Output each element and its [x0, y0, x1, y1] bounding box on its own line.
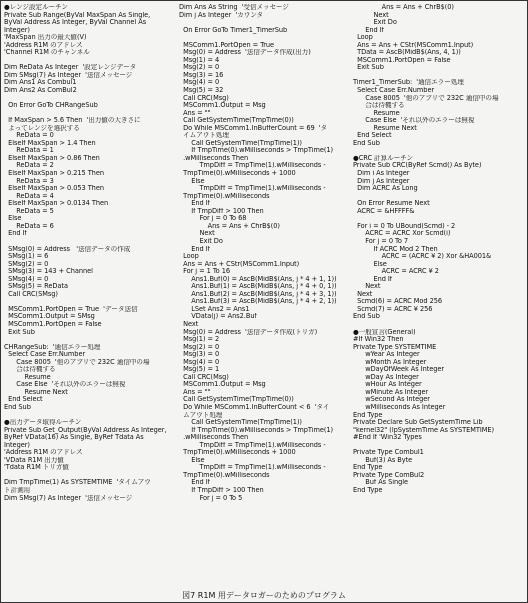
code-line: On Error GoTo Timer1_TimerSub — [179, 26, 288, 34]
code-line: Private Type Combul1 — [353, 449, 424, 457]
code-line: End Sub — [353, 139, 380, 147]
code-line: Call CRC(SMsg) — [4, 290, 58, 298]
code-line: ト計測用 — [4, 487, 31, 494]
code-line: On Error GoTo CHRangeSub — [4, 102, 98, 110]
code-line: If MaxSpan > 5.6 Then '出力値の大きさに — [4, 117, 141, 125]
code-line: ReData = 5 — [4, 207, 54, 215]
code-line: For j = 0 To 5 — [179, 494, 243, 502]
code-line: If TmpTime(0).wMilliseconds > TmpTime(1) — [179, 426, 334, 434]
code-line: For j = 0 To 7 — [353, 237, 409, 245]
listing-column-1 — [4, 4, 179, 502]
code-line: Msg(4) = 0 — [179, 79, 220, 87]
code-line: Msg(3) = 0 — [179, 351, 220, 359]
code-line: End If — [353, 26, 384, 34]
code-line: MSComm1.Output = Msg — [179, 381, 266, 389]
code-line — [4, 57, 179, 65]
code-line: TmpTime(0).wMilliseconds + 1000 — [179, 170, 296, 178]
code-line: Resume — [353, 109, 400, 117]
code-line: MSComm1.Output = SMsg — [4, 313, 95, 321]
code-line: Buf As Single — [353, 479, 409, 487]
code-line: If TmpDiff > 100 Then — [179, 487, 264, 494]
code-line: Call CRC(Msg) — [179, 373, 229, 381]
code-line: MSComm1.PortOpen = True 'データ送信 — [4, 305, 138, 313]
code-line: End If — [179, 245, 210, 253]
code-line: Msg(3) = 16 — [179, 71, 224, 79]
code-line: MSComm1.PortOpen = False — [353, 56, 451, 64]
code-line: Msg(5) = 32 — [179, 87, 224, 95]
code-line: ACRC = &HFFFF& — [353, 207, 415, 215]
code-line: MSComm1.PortOpen = False — [4, 320, 102, 328]
code-line: TmpDiff = TmpTime(1).wMilliseconds - — [179, 162, 326, 170]
code-line: Ans1.Buf(0) = AscB(MidB$(Ans, j * 4 + 1, 1)) — [179, 275, 337, 283]
code-line: Ans = Ans + ChrB$(0) — [353, 4, 454, 11]
code-line: wMinute As Integer — [353, 388, 429, 396]
code-line: 合は待機する — [4, 366, 56, 374]
code-line: ElseIf MaxSpan > 0.86 Then — [4, 154, 100, 162]
code-line: Private Sub Range(ByVal MaxSpan As Single, — [4, 11, 151, 19]
code-line: ReData = 2 — [4, 162, 54, 170]
code-line: Ans = Ans + CStr(MSComm1.Input) — [179, 260, 300, 268]
code-line: SMsg(2) = 0 — [4, 260, 49, 268]
code-line: Dim Ans As String '受信メッセージ — [179, 4, 289, 11]
code-line: Loop — [353, 34, 373, 42]
code-line: ReData = 1 — [4, 147, 54, 155]
code-line: If TmpTime(0).wMilliseconds > TmpTime(1) — [179, 147, 334, 155]
code-line: End Type — [353, 487, 383, 494]
code-line: Dim ReData As Integer '設定レンジデータ — [4, 64, 137, 72]
code-line — [4, 95, 179, 103]
code-line: On Error Resume Next — [353, 200, 430, 208]
code-line — [4, 472, 179, 480]
code-line: Case 8005 '他のアプリで 232C 通信中の場 — [4, 358, 150, 366]
code-line: Msg(4) = 0 — [179, 358, 220, 366]
code-line: ByVal Address As Integer, ByVal Channel As — [4, 19, 147, 27]
code-line: Resume Next — [4, 388, 68, 396]
code-line: Msg(5) = 1 — [179, 366, 220, 374]
figure-caption: 図7 R1M 用データロガーのためのプログラム — [182, 591, 346, 600]
code-line: Else — [179, 456, 205, 464]
code-line — [4, 238, 179, 246]
code-line: Case 8005 '他のアプリで 232C 通信中の場 — [353, 94, 499, 102]
code-line: TData = AscB(MidB$(Ans, 4, 1)) — [353, 49, 461, 57]
code-line: Dim ACRC As Long — [353, 185, 418, 193]
code-line — [4, 336, 179, 344]
code-line: 'Address R1M のアドレス — [4, 449, 83, 457]
code-line: TmpTime(0).wMilliseconds + 1000 — [179, 449, 296, 457]
code-line: SMsg(1) = 6 — [4, 253, 49, 261]
code-line: SMsg(0) = Address '送信データの作成 — [4, 245, 131, 253]
code-line: wMonth As Integer — [353, 358, 427, 366]
code-line: Scmd(7) = ACRC ¥ 256 — [353, 305, 433, 313]
code-line: Case Else 'それ以外のエラーは無視 — [353, 117, 475, 125]
code-line: #If Win32 Then — [353, 336, 404, 344]
code-line: End Select — [4, 396, 43, 404]
code-line: Call GetSystemTime(TmpTime(1)) — [179, 139, 302, 147]
code-line: ACRC = (ACRC ¥ 2) Xor &HA001& — [353, 253, 492, 261]
code-line: For j = 0 To 68 — [179, 215, 247, 223]
code-line — [179, 34, 354, 42]
code-line: Dim Ans1 As Combul1 — [4, 79, 77, 87]
code-line: Ans1.Buf(3) = AscB(MidB$(Ans, j * 4 + 2, 1)) — [179, 298, 337, 306]
code-line: Call GetSystemTime(TmpTime(0)) — [179, 117, 294, 125]
code-line: Timer1_TimerSub: '通信エラー処理 — [353, 79, 464, 87]
code-line: MSComm1.Output = Msg — [179, 102, 266, 110]
code-line: Msg(2) = 0 — [179, 64, 220, 72]
code-line: TmpTime(0).wMilliseconds — [179, 471, 270, 479]
code-line — [353, 215, 527, 223]
code-line — [353, 442, 527, 450]
code-line: Dim i As Integer — [353, 170, 410, 178]
code-line: End Sub — [353, 313, 380, 321]
code-line: Dim SMsg(7) As Integer '送信メッセージ — [4, 494, 133, 502]
code-line — [4, 412, 179, 420]
code-line: ●CRC 計算ルーチン — [353, 154, 413, 162]
code-line: Dim TmpTime(1) As SYSTEMTIME 'タイムアウ — [4, 479, 151, 487]
code-line: Dim j As Integer — [353, 177, 410, 185]
code-line: TmpTime(0).wMilliseconds — [179, 192, 270, 200]
code-line: Dim Ans2 As ComBul2 — [4, 87, 77, 95]
code-line: Private Type ComBul2 — [353, 471, 425, 479]
code-line: Ans = "" — [179, 109, 211, 117]
code-line: 'Address R1M のアドレス — [4, 41, 83, 49]
code-line: For j = 1 To 16 — [179, 268, 231, 276]
code-line: wYear As Integer — [353, 351, 420, 359]
code-line: Next — [179, 320, 199, 328]
code-line: wMilliseconds As Integer — [353, 403, 446, 411]
code-line: Msg(1) = 4 — [179, 56, 220, 64]
code-line: ReData = 3 — [4, 177, 54, 185]
code-line: wDayOfWeek As Integer — [353, 366, 445, 374]
code-line: Private Type SYSTEMTIME — [353, 343, 437, 351]
code-line: ByRef VData(16) As Single, ByRef Tdata As — [4, 434, 144, 442]
code-line: イムアウト処理 — [179, 132, 229, 140]
code-line: End If — [353, 275, 393, 283]
code-line: ReData = 4 — [4, 192, 54, 200]
code-line: 'Channel R1M のチャンネル — [4, 49, 90, 57]
code-line: Exit Sub — [4, 328, 35, 336]
code-line: Else — [353, 260, 387, 268]
code-line: Resume Next — [353, 124, 417, 132]
code-line: 'MaxSpan 出力の最大値(V) — [4, 34, 87, 42]
listing-column-3 — [353, 4, 527, 495]
code-line: 'VData R1M 出力値 — [4, 456, 64, 464]
code-line: Private Declare Sub GetSystemTime Lib — [353, 419, 483, 427]
code-line: Dim j As Integer 'カウンタ — [179, 11, 264, 19]
code-line: よってレンジを選択する — [4, 124, 80, 132]
code-line: SMsg(4) = 0 — [4, 275, 49, 283]
code-line: TmpDiff = TmpTime(1).wMilliseconds - — [179, 441, 326, 449]
code-line: Case Else 'それ以外のエラーは無視 — [4, 381, 126, 389]
code-line: ElseIf MaxSpan > 1.4 Then — [4, 139, 96, 147]
code-line — [353, 72, 527, 80]
code-line: ReData = 0 — [4, 132, 54, 140]
code-line: ムアウト処理 — [179, 411, 223, 419]
code-line: Private Sub CRC(ByRef Scmd() As Byte) — [353, 162, 482, 170]
code-line: Next — [353, 290, 373, 298]
code-line: If TmpDiff > 100 Then — [179, 207, 264, 215]
code-line: End Select — [353, 132, 392, 140]
code-line: Select Case Err.Number — [4, 351, 86, 359]
code-line: Next — [179, 230, 215, 238]
code-line: Next — [353, 283, 381, 291]
code-line: Msg(0) = Address '送信データ作成(トリガ) — [179, 328, 318, 336]
code-line: Msg(2) = 0 — [179, 343, 220, 351]
code-line: LSet Ans2 = Ans1 — [179, 305, 250, 313]
code-line: Select Case Err.Number — [353, 87, 435, 95]
listing-column-2 — [179, 4, 354, 502]
code-line: TmpDiff = TmpTime(1).wMilliseconds - — [179, 185, 326, 193]
code-line: End Type — [353, 411, 383, 419]
code-line: End Sub — [4, 403, 31, 411]
code-line: .wMilliseconds Then — [179, 154, 249, 162]
code-line: Private Sub Get_Output(ByVal Address As Integer, — [4, 426, 167, 434]
code-line: wHour As Integer — [353, 381, 422, 389]
code-line: Integer) — [4, 441, 30, 449]
code-line: Call GetSystemTime(TmpTime(1)) — [179, 419, 302, 427]
code-line: Ans1.Buf(1) = AscB(MidB$(Ans, j * 4 + 0, 1)) — [179, 283, 337, 291]
code-line: Ans = Ans + CStr(MSComm1.Input) — [353, 41, 474, 49]
code-line: ●レンジ設定ルーチン — [4, 4, 68, 11]
code-line: End If — [179, 200, 210, 208]
code-line: ●一般宣言(General) — [353, 328, 416, 336]
code-line: ACRC = ACRC ¥ 2 — [353, 268, 439, 276]
code-line: Else — [179, 177, 205, 185]
code-line: "kernel32" (lpSystemTime As SYSTEMTIME) — [353, 426, 495, 434]
code-line: ACRC = ACRC Xor Scmd(i) — [353, 230, 451, 238]
code-line: Resume — [4, 373, 51, 381]
code-line: SMsg(5) = ReData — [4, 283, 68, 291]
code-line: Ans = Ans + ChrB$(0) — [179, 222, 280, 230]
code-line: .wMilliseconds Then — [179, 434, 249, 442]
code-line: wDay As Integer — [353, 373, 419, 381]
code-line: Exit Do — [179, 237, 223, 245]
code-line — [353, 321, 527, 329]
code-line: Next — [353, 11, 389, 19]
code-line: Exit Do — [353, 19, 397, 27]
code-line: VData(j) = Ans2.Buf — [179, 313, 257, 321]
code-line: Exit Sub — [353, 64, 384, 72]
code-line: Loop — [179, 253, 199, 261]
code-line: Dim SMsg(7) As Integer '送信メッセージ — [4, 71, 133, 79]
code-line: Integer) — [4, 26, 30, 34]
code-line: Scmd(6) = ACRC Mod 256 — [353, 298, 443, 306]
code-line: For i = 0 To UBound(Scmd) - 2 — [353, 222, 456, 230]
code-line: ElseIf MaxSpan > 0.053 Then — [4, 185, 104, 193]
code-line — [4, 110, 179, 118]
code-line: Buf(3) As Byte — [353, 456, 413, 464]
code-line: TmpDiff = TmpTime(1).wMilliseconds - — [179, 464, 326, 472]
code-line: End If — [4, 230, 27, 238]
code-line: Do While MSComm1.InBufferCount = 69 'タ — [179, 124, 328, 132]
code-line: Else — [4, 215, 22, 223]
code-line — [4, 298, 179, 306]
code-line: Ans = "" — [179, 388, 211, 396]
code-line: ElseIf MaxSpan > 0.0134 Then — [4, 200, 109, 208]
code-line: SMsg(3) = 143 + Channel — [4, 268, 93, 276]
code-line: Msg(1) = 2 — [179, 336, 220, 344]
code-line: Ans1.Buf(2) = AscB(MidB$(Ans, j * 4 + 3, 1)) — [179, 290, 337, 298]
code-line: 'Tdata R1M トリガ値 — [4, 464, 69, 472]
code-line — [353, 147, 527, 155]
code-line: 合は待機する — [353, 102, 405, 110]
code-line: Do While MSComm1.InBufferCount < 6 'タイ — [179, 403, 330, 411]
code-line: Call CRC(Msg) — [179, 94, 229, 102]
code-line: End If — [179, 479, 210, 487]
code-line: If ACRC Mod 2 Then — [353, 245, 438, 253]
code-line: ●出力データ取得ルーチン — [4, 419, 82, 427]
code-line: MSComm1.PortOpen = True — [179, 41, 274, 49]
code-line — [179, 19, 354, 27]
code-line: Call GetSystemTime(TmpTime(0)) — [179, 396, 294, 404]
code-line: End Type — [353, 464, 383, 472]
code-line: ReData = 6 — [4, 222, 54, 230]
code-line: ElseIf MaxSpan > 0.215 Then — [4, 170, 104, 178]
code-line: CHRangeSub: '通信エラー処理 — [4, 343, 101, 351]
code-line: Msg(0) = Address '送信データ作成(出力) — [179, 49, 311, 57]
code-line — [353, 193, 527, 201]
code-line: wSecond As Integer — [353, 396, 430, 404]
code-line: #End If 'Win32 Types — [353, 434, 422, 442]
